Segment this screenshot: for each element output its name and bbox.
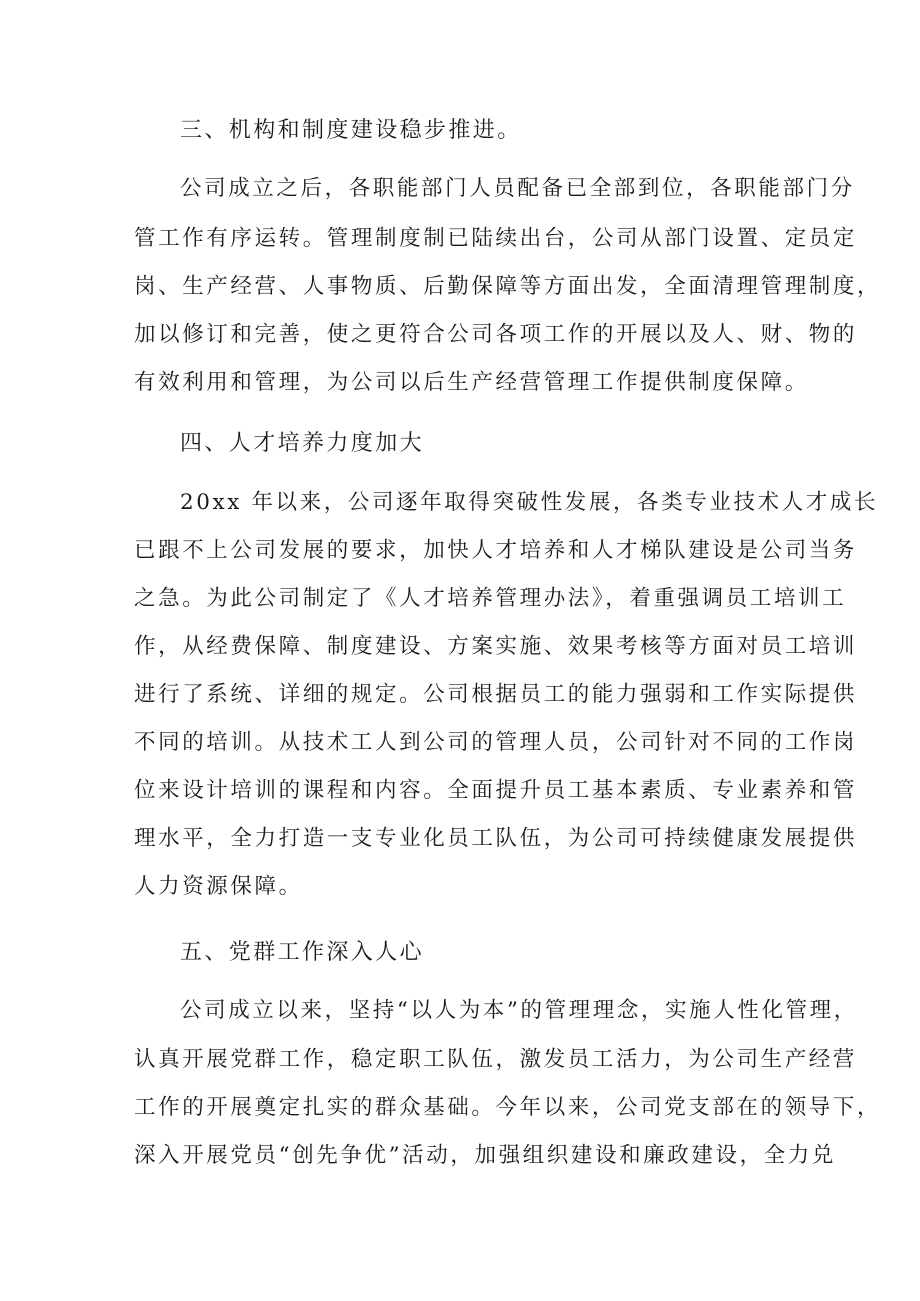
- paragraph-line: 位来设计培训的课程和内容。全面提升员工基本素质、专业素养和管: [134, 778, 858, 803]
- paragraph-line: 不同的培训。从技术工人到公司的管理人员，公司针对不同的工作岗: [134, 730, 858, 755]
- paragraph-line: 理水平，全力打造一支专业化员工队伍，为公司可持续健康发展提供: [134, 826, 858, 851]
- paragraph-line: 之急。为此公司制定了《人才培养管理办法》，着重强调员工培训工: [134, 586, 847, 611]
- paragraph-line: 有效利用和管理，为公司以后生产经营管理工作提供制度保障。: [134, 370, 809, 395]
- section-heading: 三、机构和制度建设稳步推进。: [180, 118, 522, 143]
- paragraph-line: 深入开展党员“创先争优”活动，加强组织建设和廉政建设，全力兑: [134, 1143, 836, 1168]
- paragraph-line: 作，从经费保障、制度建设、方案实施、效果考核等方面对员工培训: [134, 634, 858, 659]
- paragraph-line: 管工作有序运转。管理制度制已陆续出台，公司从部门设置、定员定: [134, 226, 858, 251]
- paragraph-line: 认真开展党群工作，稳定职工队伍，激发员工活力，为公司生产经营: [134, 1047, 858, 1072]
- paragraph-line: 已跟不上公司发展的要求，加快人才培养和人才梯队建设是公司当务: [134, 538, 858, 563]
- section-heading: 四、人才培养力度加大: [180, 431, 425, 456]
- paragraph-line: 公司成立以来，坚持“以人为本”的管理理念，实施人性化管理，: [180, 998, 858, 1023]
- paragraph-line: 加以修订和完善，使之更符合公司各项工作的开展以及人、财、物的: [134, 322, 858, 347]
- paragraph-line: 工作的开展奠定扎实的群众基础。今年以来，公司党支部在的领导下，: [134, 1095, 882, 1120]
- section-heading: 五、党群工作深入人心: [180, 940, 425, 965]
- paragraph-line: 20xx 年以来，公司逐年取得突破性发展，各类专业技术人才成长: [180, 490, 879, 515]
- paragraph-line: 公司成立之后，各职能部门人员配备已全部到位，各职能部门分: [180, 176, 855, 201]
- paragraph-line: 进行了系统、详细的规定。公司根据员工的能力强弱和工作实际提供: [134, 682, 858, 707]
- paragraph-line: 岗、生产经营、人事物质、后勤保障等方面出发，全面清理管理制度，: [134, 274, 882, 299]
- paragraph-line: 人力资源保障。: [134, 874, 303, 899]
